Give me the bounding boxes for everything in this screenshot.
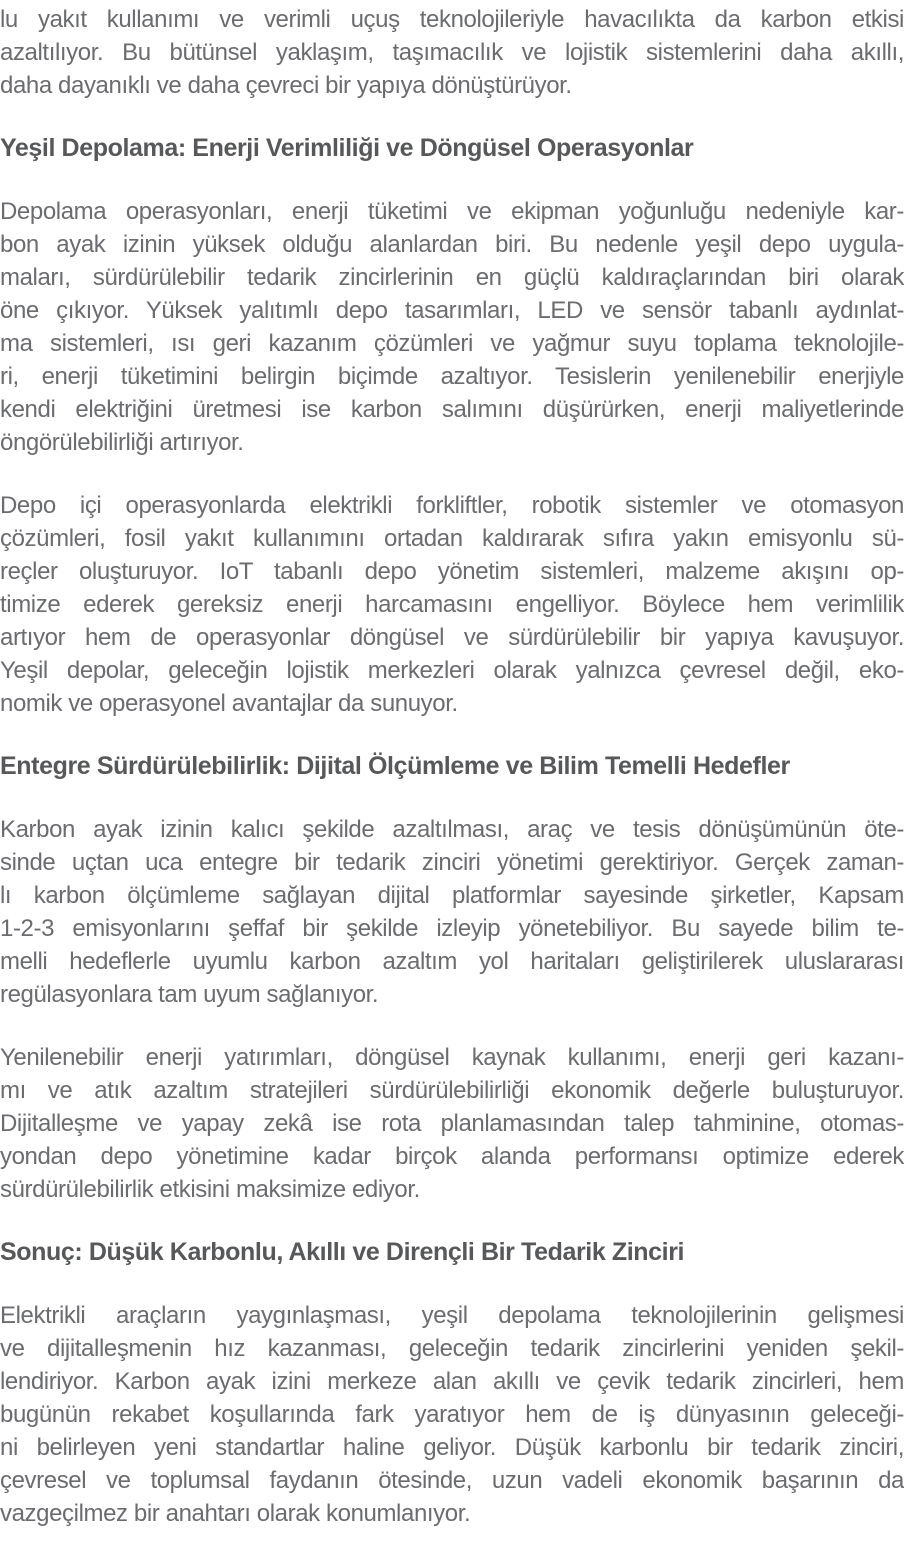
text-line: Yeşil depolar, geleceğin lojistik merkezleri olarak yalnızca çevresel değil, eko- [0,657,904,684]
text-line: sinde uçtan uca entegre bir tedarik zinciri yönetimi gerektiriyor. Gerçek zaman- [0,849,904,876]
text-line: kendi elektriğini üretmesi ise karbon salımını düşürürken, enerji maliyetlerinde [0,396,904,423]
text-line: Depo içi operasyonlarda elektrikli forkliftler, robotik sistemler ve otomasyon [0,492,904,519]
text-line: Dijitalleşme ve yapay zekâ ise rota planlamasından talep tahminine, otomas- [0,1110,904,1137]
text-line: vazgeçilmez bir anahtarı olarak konumlanıyor. [0,1500,471,1527]
text-line: çözümleri, fosil yakıt kullanımını ortadan kaldırarak sıfıra yakın emisyonlu sü- [0,525,904,552]
text-line: daha dayanıklı ve daha çevreci bir yapıya dönüştürüyor. [0,72,572,99]
text-line: Karbon ayak izinin kalıcı şekilde azaltılması, araç ve tesis dönüşümünün öte- [0,816,904,843]
text-line: maları, sürdürülebilir tedarik zincirlerinin en güçlü kaldıraçlarından biri olarak [0,264,904,291]
text-line: ma sistemleri, ısı geri kazanım çözümleri ve yağmur suyu toplama teknolojile- [0,330,904,357]
text-line: çevresel ve toplumsal faydanın ötesinde, uzun vadeli ekonomik başarının da [0,1467,904,1494]
paragraph [0,813,904,1011]
text-line: bon ayak izinin yüksek olduğu alanlardan biri. Bu nedenle yeşil depo uygula- [0,231,904,258]
text-line: Yenilenebilir enerji yatırımları, döngüsel kaynak kullanımı, enerji geri kazanı- [0,1044,904,1071]
paragraph [0,1041,904,1206]
paragraph [0,195,904,459]
section-heading-green-warehousing: Yeşil Depolama: Enerji Verimliliği ve Döngüsel Operasyonlar [0,134,694,162]
text-line: ri, enerji tüketimini belirgin biçimde azaltıyor. Tesislerin yenilenebilir enerjiyle [0,363,904,390]
text-line: nomik ve operasyonel avantajlar da sunuyor. [0,690,458,717]
section-heading-conclusion: Sonuç: Düşük Karbonlu, Akıllı ve Dirençli Bir Tedarik Zinciri [0,1238,685,1266]
paragraph [0,1299,904,1530]
text-line: reçler oluşturuyor. IoT tabanlı depo yönetim sistemleri, malzeme akışını op- [0,558,904,585]
text-line: lı karbon ölçümleme sağlayan dijital platformlar sayesinde şirketler, Kapsam [0,882,904,909]
text-line: bugünün rekabet koşullarında fark yaratıyor hem de iş dünyasının geleceği- [0,1401,904,1428]
section-heading-integrated-sustainability: Entegre Sürdürülebilirlik: Dijital Ölçümleme ve Bilim Temelli Hedefler [0,752,790,780]
text-line: ni belirleyen yeni standartlar haline geliyor. Düşük karbonlu bir tedarik zinciri, [0,1434,904,1461]
text-line: öngörülebilirliği artırıyor. [0,429,244,456]
paragraph [0,489,904,720]
text-line: ve dijitalleşmenin hız kazanması, geleceğin tedarik zincirlerini yeniden şekil- [0,1335,904,1362]
text-line: regülasyonlara tam uyum sağlanıyor. [0,981,379,1008]
text-line: lendiriyor. Karbon ayak izini merkeze alan akıllı ve çevik tedarik zincirleri, hem [0,1368,904,1395]
text-line: Elektrikli araçların yaygınlaşması, yeşil depolama teknolojilerinin gelişmesi [0,1302,904,1329]
text-line: artıyor hem de operasyonlar döngüsel ve sürdürülebilir bir yapıya kavuşuyor. [0,624,904,651]
text-line: yondan depo yönetimine kadar birçok alanda performansı optimize ederek [0,1143,904,1170]
text-line: azaltılıyor. Bu bütünsel yaklaşım, taşımacılık ve lojistik sistemlerini daha akıllı, [0,39,904,66]
text-line: timize ederek gereksiz enerji harcamasını engelliyor. Böylece hem verimlilik [0,591,904,618]
paragraph [0,3,904,102]
text-line: mı ve atık azaltım stratejileri sürdürülebilirliği ekonomik değerle buluşturuyor. [0,1077,904,1104]
text-line: 1-2-3 emisyonlarını şeffaf bir şekilde izleyip yönetebiliyor. Bu sayede bilim te- [0,915,904,942]
text-line: melli hedeflerle uyumlu karbon azaltım yol haritaları geliştirilerek uluslararası [0,948,904,975]
text-line: öne çıkıyor. Yüksek yalıtımlı depo tasarımları, LED ve sensör tabanlı aydınlat- [0,297,904,324]
text-line: sürdürülebilirlik etkisini maksimize ediyor. [0,1176,420,1203]
text-line: Depolama operasyonları, enerji tüketimi ve ekipman yoğunluğu nedeniyle kar- [0,198,904,225]
text-line: lu yakıt kullanımı ve verimli uçuş teknolojileriyle havacılıkta da karbon etkisi [0,6,904,33]
